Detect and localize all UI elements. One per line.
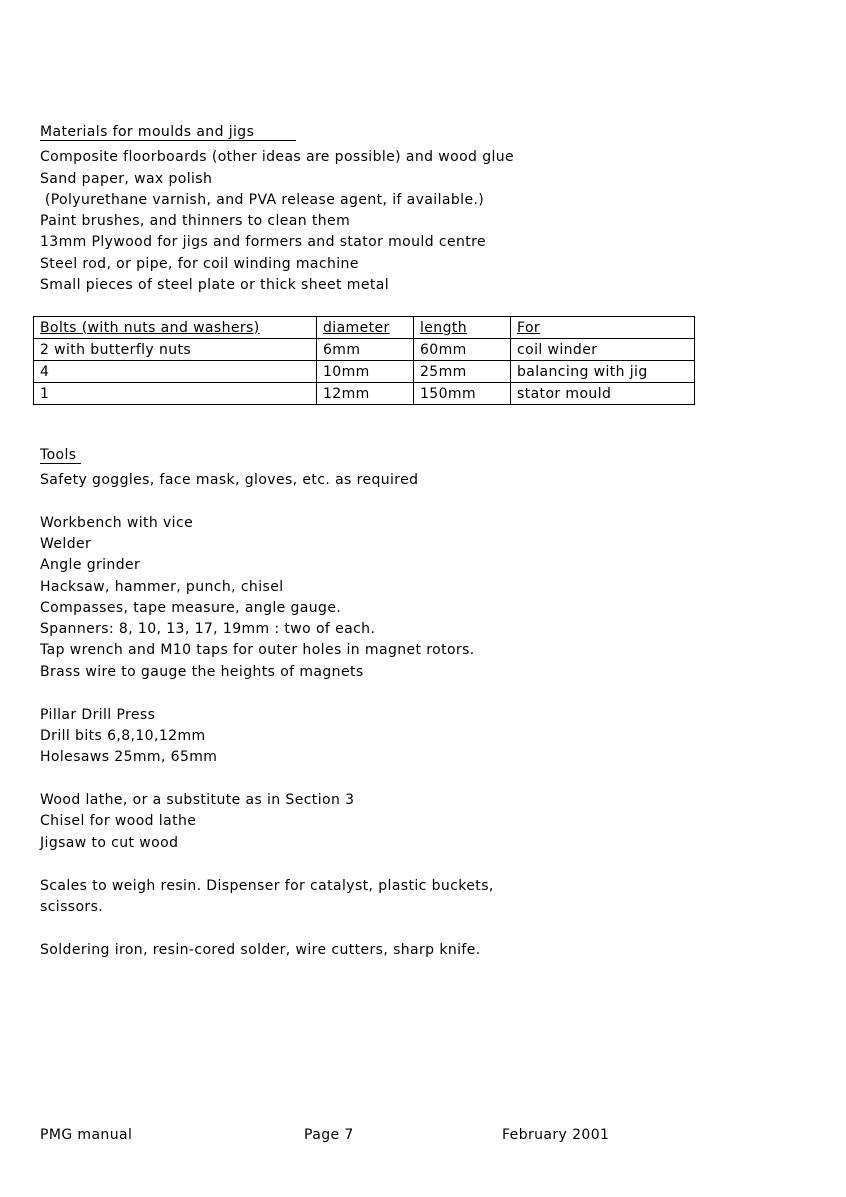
tools-item: Spanners: 8, 10, 13, 17, 19mm : two of each. (40, 621, 376, 637)
header-diameter: diameter (323, 319, 390, 336)
table-cell: coil winder (511, 339, 695, 361)
header-length: length (420, 319, 468, 336)
table-header-cell (511, 317, 695, 339)
bolts-table (33, 316, 695, 405)
footer-date: February 2001 (502, 1127, 610, 1143)
table-header-cell (414, 317, 511, 339)
table-header-row (34, 317, 695, 339)
header-bolts: Bolts (with nuts and washers) (40, 319, 260, 336)
table-header-cell (317, 317, 414, 339)
materials-item: (Polyurethane varnish, and PVA release agent, if available.) (40, 192, 485, 208)
materials-heading-text: Materials for moulds and jigs (40, 124, 296, 141)
materials-heading (40, 123, 296, 141)
table-cell: 10mm (317, 361, 414, 383)
tools-item: Angle grinder (40, 557, 141, 573)
tools-item: Soldering iron, resin-cored solder, wire cutters, sharp knife. (40, 942, 481, 958)
table-cell: 2 with butterfly nuts (34, 339, 317, 361)
materials-item: Composite floorboards (other ideas are possible) and wood glue (40, 149, 515, 165)
table-row (34, 383, 695, 405)
header-for: For (517, 319, 541, 336)
table-cell: stator mould (511, 383, 695, 405)
materials-item: Sand paper, wax polish (40, 171, 213, 187)
tools-item: Hacksaw, hammer, punch, chisel (40, 579, 284, 595)
tools-item: Compasses, tape measure, angle gauge. (40, 600, 342, 616)
table-row (34, 361, 695, 383)
tools-item: Safety goggles, face mask, gloves, etc. as required (40, 472, 419, 488)
table-row (34, 339, 695, 361)
tools-item: Scales to weigh resin. Dispenser for catalyst, plastic buckets, (40, 878, 494, 894)
table-cell: 12mm (317, 383, 414, 405)
table-cell: 6mm (317, 339, 414, 361)
tools-item: Jigsaw to cut wood (40, 835, 179, 851)
tools-item: Welder (40, 536, 92, 552)
footer-left: PMG manual (40, 1127, 133, 1143)
materials-item: Small pieces of steel plate or thick sheet metal (40, 277, 389, 293)
footer-page-number: Page 7 (304, 1127, 354, 1143)
tools-item: scissors. (40, 899, 104, 915)
table-cell: balancing with jig (511, 361, 695, 383)
table-header-cell (34, 317, 317, 339)
tools-heading (40, 446, 81, 464)
table-cell: 60mm (414, 339, 511, 361)
tools-item: Holesaws 25mm, 65mm (40, 749, 218, 765)
tools-item: Workbench with vice (40, 515, 194, 531)
materials-item: 13mm Plywood for jigs and formers and stator mould centre (40, 234, 486, 250)
tools-item: Brass wire to gauge the heights of magnets (40, 664, 364, 680)
tools-item: Drill bits 6,8,10,12mm (40, 728, 206, 744)
table-cell: 150mm (414, 383, 511, 405)
table-cell: 1 (34, 383, 317, 405)
tools-item: Wood lathe, or a substitute as in Section 3 (40, 792, 355, 808)
materials-item: Steel rod, or pipe, for coil winding machine (40, 256, 359, 272)
table-cell: 25mm (414, 361, 511, 383)
table-cell: 4 (34, 361, 317, 383)
tools-heading-text: Tools (40, 447, 81, 464)
materials-item: Paint brushes, and thinners to clean them (40, 213, 351, 229)
tools-item: Pillar Drill Press (40, 707, 156, 723)
tools-item: Tap wrench and M10 taps for outer holes in magnet rotors. (40, 642, 475, 658)
tools-item: Chisel for wood lathe (40, 813, 197, 829)
